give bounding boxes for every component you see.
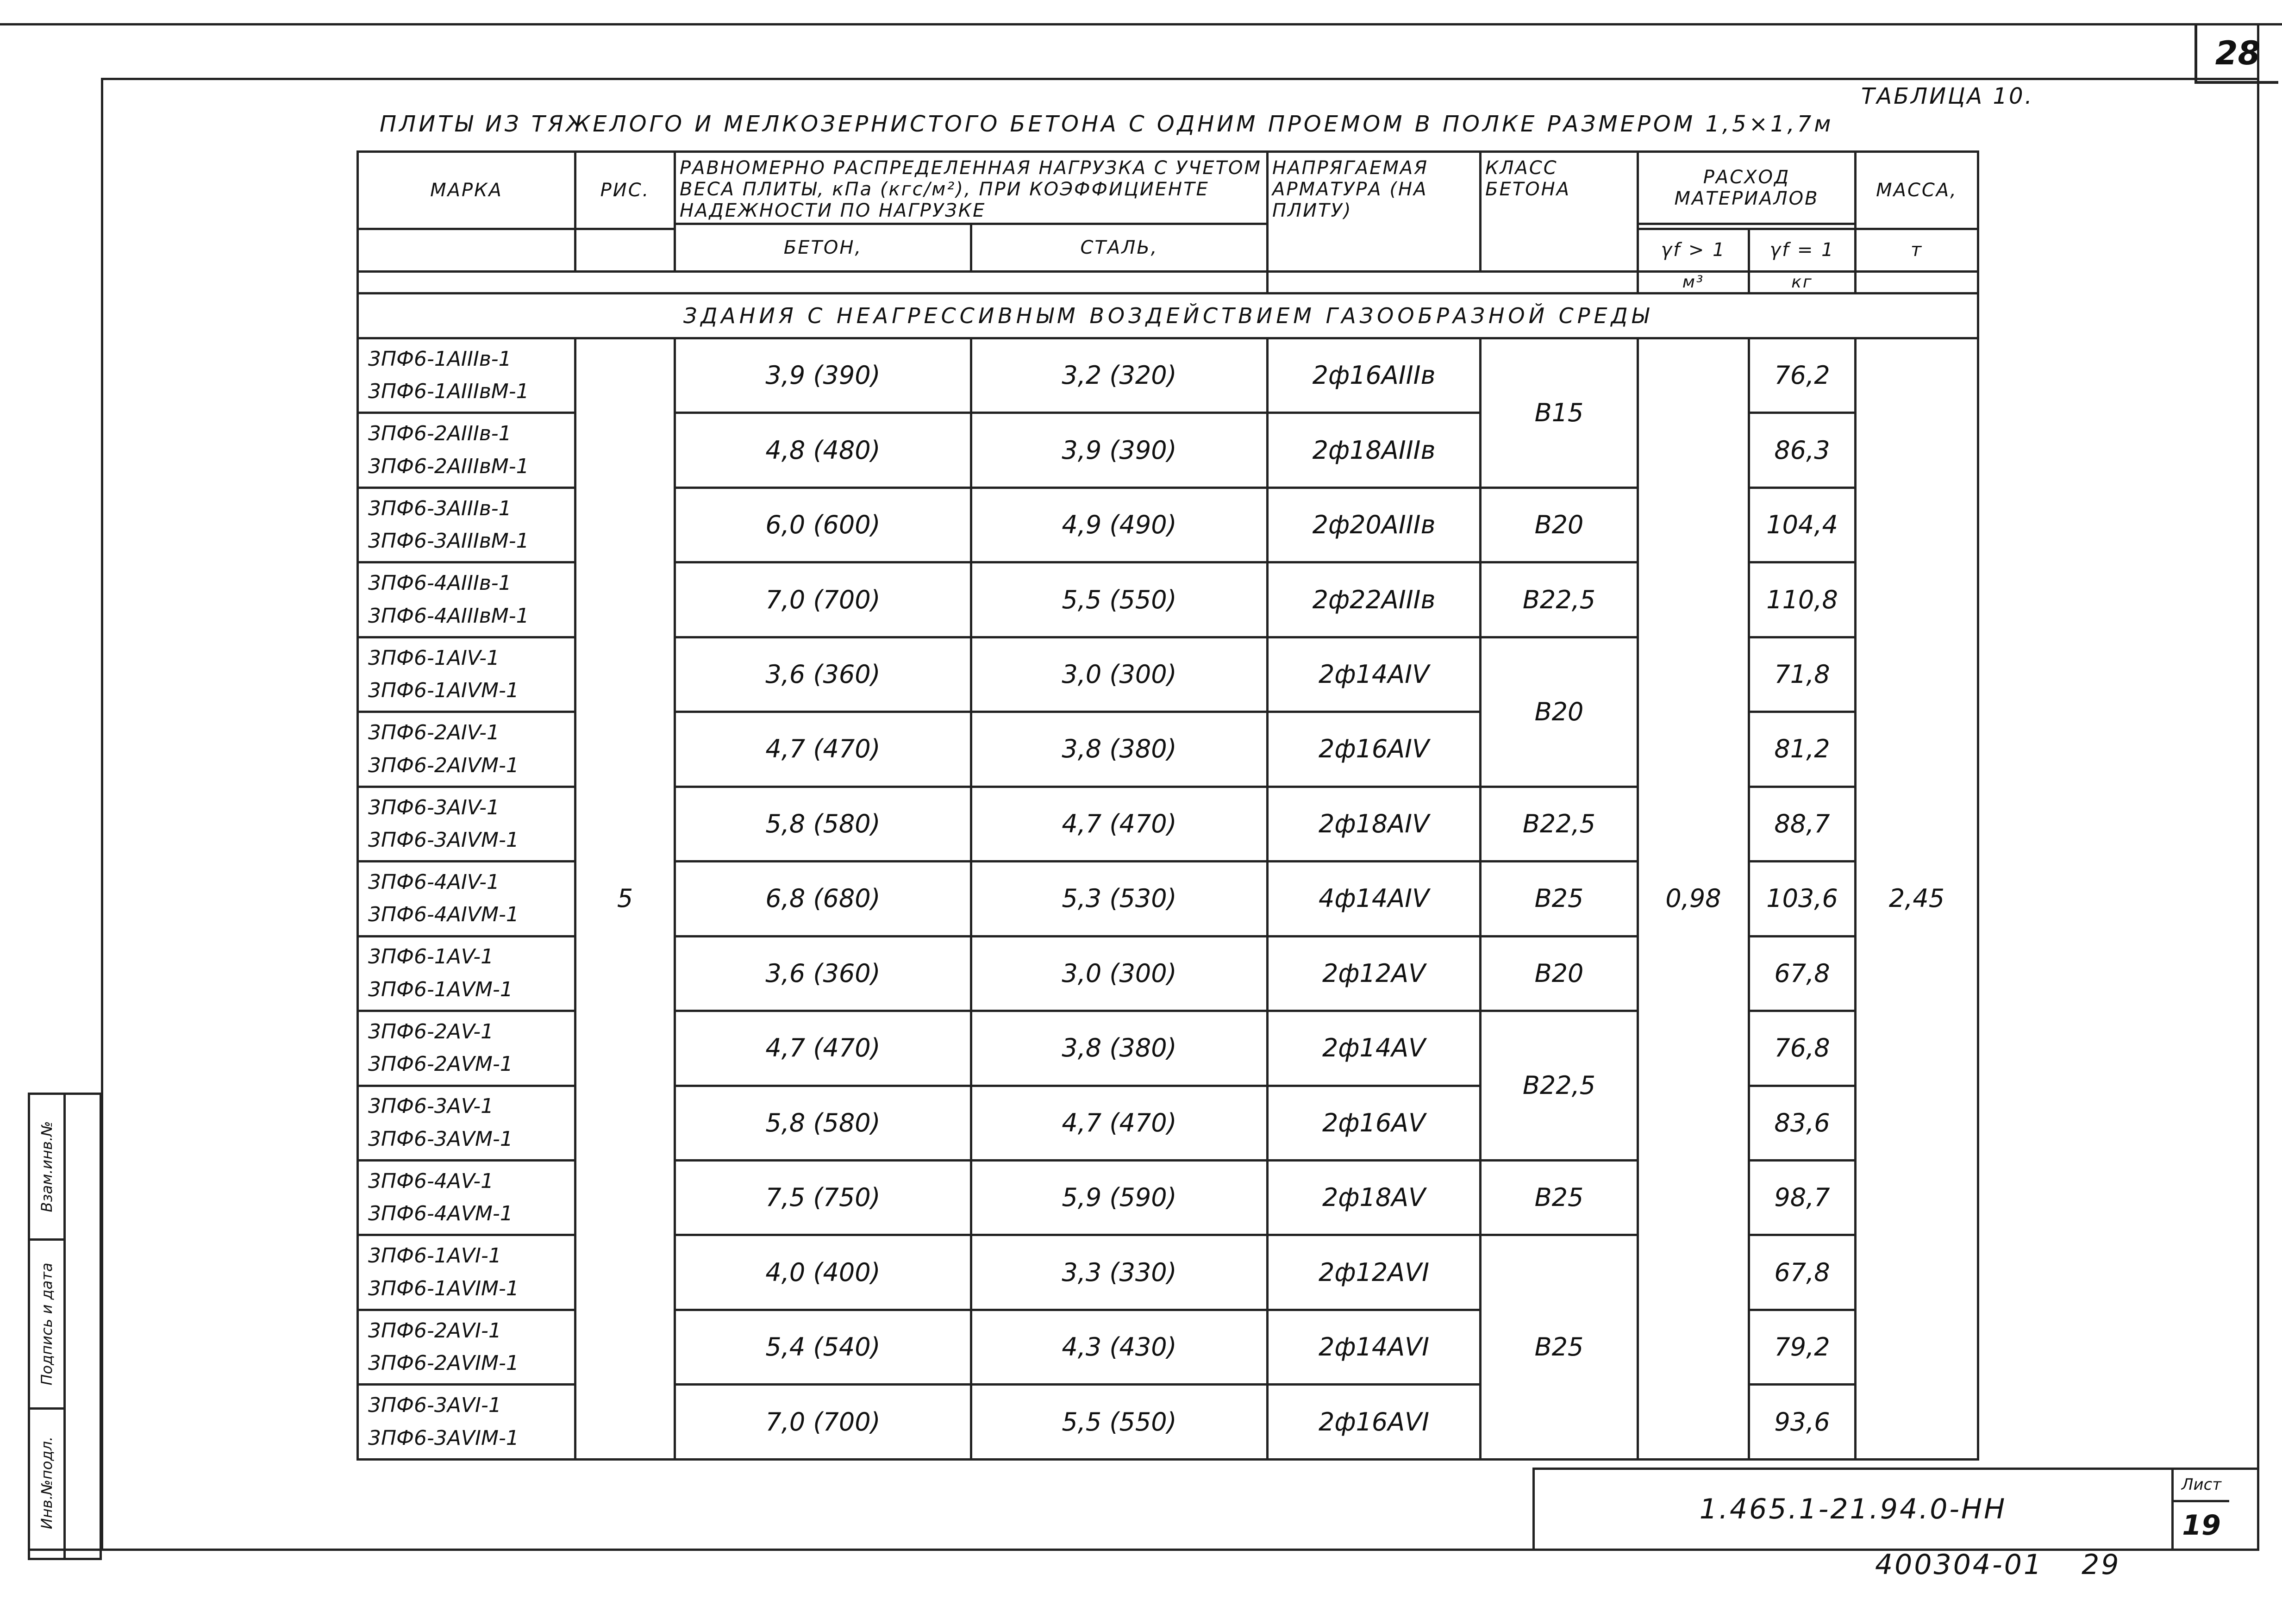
cell-reinforcement: 4ф14АIV bbox=[1268, 862, 1481, 936]
cell-steel: 71,8 bbox=[1749, 637, 1856, 712]
header-reinforcement: НАПРЯГАЕМАЯ АРМАТУРА (НА ПЛИТУ) bbox=[1268, 152, 1481, 272]
cell-reinforcement: 2ф14АIV bbox=[1268, 637, 1481, 712]
cell-concrete-class: В20 bbox=[1481, 487, 1638, 562]
mark-secondary: 3ПФ6-4АVМ-1 bbox=[368, 1202, 513, 1226]
stamp-sheet-number: 19 bbox=[2182, 1509, 2221, 1542]
table-body bbox=[358, 338, 1978, 1460]
mark-secondary: 3ПФ6-4АIVМ-1 bbox=[368, 903, 519, 927]
cell-load-gt1: 7,0 (700) bbox=[675, 562, 971, 637]
mark-primary: 3ПФ6-2АV-1 bbox=[368, 1019, 494, 1043]
archive-number bbox=[1875, 1549, 2120, 1581]
header-load-eq1: γf = 1 bbox=[1749, 229, 1856, 271]
side-stamp bbox=[28, 1093, 102, 1560]
archive-code: 400304-01 bbox=[1875, 1549, 2044, 1581]
cell-load-eq1: 4,3 (430) bbox=[971, 1310, 1268, 1384]
cell-load-gt1: 4,0 (400) bbox=[675, 1235, 971, 1310]
mark-secondary: 3ПФ6-2АVМ-1 bbox=[368, 1052, 513, 1076]
mark-secondary: 3ПФ6-1АVМ-1 bbox=[368, 977, 513, 1001]
cell-steel: 79,2 bbox=[1749, 1310, 1856, 1384]
mark-primary: 3ПФ6-2АIIIв-1 bbox=[368, 422, 512, 446]
cell-steel: 81,2 bbox=[1749, 712, 1856, 787]
cell-mark bbox=[358, 637, 575, 712]
cell-mark bbox=[358, 1011, 575, 1086]
mark-secondary: 3ПФ6-2АIVМ-1 bbox=[368, 753, 519, 777]
title-block-stamp bbox=[1532, 1468, 2259, 1549]
cell-mark bbox=[358, 936, 575, 1011]
cell-steel: 67,8 bbox=[1749, 1235, 1856, 1310]
cell-load-gt1: 3,6 (360) bbox=[675, 936, 971, 1011]
header-steel: СТАЛЬ, bbox=[971, 224, 1268, 271]
mark-primary: 3ПФ6-1АVI-1 bbox=[368, 1244, 501, 1268]
mark-secondary: 3ПФ6-3АVМ-1 bbox=[368, 1127, 513, 1151]
cell-load-gt1: 6,8 (680) bbox=[675, 862, 971, 936]
header-concrete-class: КЛАСС БЕТОНА bbox=[1481, 152, 1638, 272]
mark-secondary: 3ПФ6-4АIIIвМ-1 bbox=[368, 604, 529, 628]
table-label: ТАБЛИЦА 10. bbox=[1861, 83, 2034, 109]
cell-reinforcement: 2ф14АV bbox=[1268, 1011, 1481, 1086]
cell-mark bbox=[358, 1385, 575, 1460]
cell-load-eq1: 3,3 (330) bbox=[971, 1235, 1268, 1310]
mark-secondary: 3ПФ6-3АVIМ-1 bbox=[368, 1426, 519, 1450]
cell-load-gt1: 4,8 (480) bbox=[675, 413, 971, 487]
side-divider bbox=[63, 1095, 66, 1558]
cell-steel: 83,6 bbox=[1749, 1086, 1856, 1160]
header-mass-unit: т bbox=[1856, 229, 1978, 271]
table-row bbox=[358, 338, 1978, 413]
mark-primary: 3ПФ6-1АV-1 bbox=[368, 945, 494, 969]
cell-steel: 76,2 bbox=[1749, 338, 1856, 413]
mark-secondary: 3ПФ6-1АIVМ-1 bbox=[368, 679, 519, 703]
header-mark: МАРКА bbox=[358, 152, 575, 229]
cell-load-gt1: 5,8 (580) bbox=[675, 787, 971, 861]
cell-concrete-class: В15 bbox=[1481, 338, 1638, 488]
cell-load-gt1: 7,5 (750) bbox=[675, 1161, 971, 1235]
side-cell-signature bbox=[30, 1241, 63, 1410]
cell-load-eq1: 5,9 (590) bbox=[971, 1161, 1268, 1235]
cell-mark bbox=[358, 487, 575, 562]
cell-reinforcement: 2ф16АIIIв bbox=[1268, 338, 1481, 413]
mark-primary: 3ПФ6-3АV-1 bbox=[368, 1094, 494, 1118]
mark-secondary: 3ПФ6-1АIIIвМ-1 bbox=[368, 380, 529, 404]
cell-reinforcement: 2ф22АIIIв bbox=[1268, 562, 1481, 637]
mark-secondary: 3ПФ6-3АIIIвМ-1 bbox=[368, 529, 529, 553]
cell-concrete-class: В20 bbox=[1481, 637, 1638, 787]
cell-load-eq1: 4,9 (490) bbox=[971, 487, 1268, 562]
cell-load-gt1: 4,7 (470) bbox=[675, 1011, 971, 1086]
side-label-replacement: Взам.инв.№ bbox=[38, 1121, 56, 1212]
cell-reinforcement: 2ф16АV bbox=[1268, 1086, 1481, 1160]
document-code: 1.465.1-21.94.0-НН bbox=[1699, 1493, 2007, 1525]
section-title: ЗДАНИЯ С НЕАГРЕССИВНЫМ ВОЗДЕЙСТВИЕМ ГАЗООБРАЗНОЙ СРЕДЫ bbox=[358, 293, 1978, 338]
mark-primary: 3ПФ6-4АIV-1 bbox=[368, 870, 500, 894]
side-label-inventory: Инв.№подл. bbox=[38, 1436, 56, 1529]
cell-load-gt1: 6,0 (600) bbox=[675, 487, 971, 562]
cell-steel: 93,6 bbox=[1749, 1385, 1856, 1460]
mark-primary: 3ПФ6-3АIV-1 bbox=[368, 795, 500, 819]
cell-load-gt1: 7,0 (700) bbox=[675, 1385, 971, 1460]
cell-load-gt1: 3,9 (390) bbox=[675, 338, 971, 413]
cell-load-eq1: 5,5 (550) bbox=[971, 1385, 1268, 1460]
table-caption: ПЛИТЫ ИЗ ТЯЖЕЛОГО И МЕЛКОЗЕРНИСТОГО БЕТОНА С ОДНИМ ПРОЕМОМ В ПОЛКЕ РАЗМЕРОМ 1,5×1,7м bbox=[380, 111, 1834, 137]
cell-load-eq1: 3,9 (390) bbox=[971, 413, 1268, 487]
header-steel-unit: кг bbox=[1749, 271, 1856, 293]
cell-steel: 103,6 bbox=[1749, 862, 1856, 936]
cell-mark bbox=[358, 1310, 575, 1384]
cell-load-gt1: 5,8 (580) bbox=[675, 1086, 971, 1160]
header-mass: МАССА, bbox=[1856, 152, 1978, 229]
mark-secondary: 3ПФ6-1АVIМ-1 bbox=[368, 1276, 519, 1300]
mark-primary: 3ПФ6-3АIIIв-1 bbox=[368, 496, 512, 520]
cell-reinforcement: 2ф18АIV bbox=[1268, 787, 1481, 861]
header-fig-blank bbox=[575, 229, 675, 271]
mark-primary: 3ПФ6-2АVI-1 bbox=[368, 1318, 501, 1343]
header-spacer-2 bbox=[1268, 271, 1638, 293]
cell-load-eq1: 3,2 (320) bbox=[971, 338, 1268, 413]
header-load: РАВНОМЕРНО РАСПРЕДЕЛЕННАЯ НАГРУЗКА С УЧЕТОМ ВЕСА ПЛИТЫ, кПа (кгс/м²), ПРИ КОЭФФИЦИЕНТЕ НАДЕЖНОСТИ ПО НАГРУЗКЕ bbox=[675, 152, 1268, 224]
cell-load-gt1: 5,4 (540) bbox=[675, 1310, 971, 1384]
cell-steel: 67,8 bbox=[1749, 936, 1856, 1011]
cell-reinforcement: 2ф14АVI bbox=[1268, 1310, 1481, 1384]
cell-mass: 2,45 bbox=[1856, 338, 1978, 1460]
cell-load-eq1: 5,3 (530) bbox=[971, 862, 1268, 936]
cell-concrete-class: В25 bbox=[1481, 1235, 1638, 1460]
cell-reinforcement: 2ф18АIIIв bbox=[1268, 413, 1481, 487]
mark-secondary: 3ПФ6-3АIVМ-1 bbox=[368, 828, 519, 852]
side-label-signature: Подпись и дата bbox=[38, 1262, 56, 1386]
slab-spec-table bbox=[356, 150, 1979, 1461]
stamp-sheet-label: Лист bbox=[2174, 1470, 2229, 1502]
header-materials: РАСХОД МАТЕРИАЛОВ bbox=[1638, 152, 1856, 224]
cell-reinforcement: 2ф12АVI bbox=[1268, 1235, 1481, 1310]
cell-reinforcement: 2ф12АV bbox=[1268, 936, 1481, 1011]
cell-concrete-class: В22,5 bbox=[1481, 787, 1638, 861]
header-concrete-unit: м³ bbox=[1638, 271, 1749, 293]
header-spacer-3 bbox=[1856, 271, 1978, 293]
mark-secondary: 3ПФ6-2АVIМ-1 bbox=[368, 1351, 519, 1375]
cell-mark bbox=[358, 1086, 575, 1160]
cell-load-eq1: 4,7 (470) bbox=[971, 1086, 1268, 1160]
mark-primary: 3ПФ6-1АIV-1 bbox=[368, 646, 500, 670]
cell-steel: 110,8 bbox=[1749, 562, 1856, 637]
header-load-gt1: γf > 1 bbox=[1638, 229, 1749, 271]
cell-steel: 88,7 bbox=[1749, 787, 1856, 861]
cell-steel: 98,7 bbox=[1749, 1161, 1856, 1235]
mark-primary: 3ПФ6-3АVI-1 bbox=[368, 1393, 501, 1418]
cell-reinforcement: 2ф16АIV bbox=[1268, 712, 1481, 787]
header-concrete: БЕТОН, bbox=[675, 224, 971, 271]
cell-steel: 86,3 bbox=[1749, 413, 1856, 487]
header-spacer bbox=[358, 271, 1268, 293]
cell-concrete-class: В25 bbox=[1481, 1161, 1638, 1235]
mark-primary: 3ПФ6-2АIV-1 bbox=[368, 721, 500, 745]
cell-fig: 5 bbox=[575, 338, 675, 1460]
header-fig: РИС. bbox=[575, 152, 675, 229]
cell-reinforcement: 2ф20АIIIв bbox=[1268, 487, 1481, 562]
cell-load-gt1: 4,7 (470) bbox=[675, 712, 971, 787]
archive-page: 29 bbox=[2082, 1549, 2121, 1581]
frame-inner-top-line bbox=[102, 78, 2259, 80]
mark-primary: 3ПФ6-1АIIIв-1 bbox=[368, 347, 512, 371]
stamp-sheet-cell bbox=[2171, 1470, 2229, 1549]
side-cell-replacement bbox=[30, 1095, 63, 1241]
cell-mark bbox=[358, 1235, 575, 1310]
mark-primary: 3ПФ6-4АV-1 bbox=[368, 1169, 494, 1193]
cell-mark bbox=[358, 787, 575, 861]
cell-steel: 104,4 bbox=[1749, 487, 1856, 562]
cell-load-eq1: 3,8 (380) bbox=[971, 1011, 1268, 1086]
side-cell-inventory bbox=[30, 1410, 63, 1555]
cell-steel: 76,8 bbox=[1749, 1011, 1856, 1086]
cell-load-eq1: 5,5 (550) bbox=[971, 562, 1268, 637]
cell-concrete-class: В22,5 bbox=[1481, 1011, 1638, 1161]
mark-secondary: 3ПФ6-2АIIIвМ-1 bbox=[368, 454, 529, 478]
cell-load-eq1: 4,7 (470) bbox=[971, 787, 1268, 861]
cell-concrete-class: В22,5 bbox=[1481, 562, 1638, 637]
cell-load-eq1: 3,8 (380) bbox=[971, 712, 1268, 787]
cell-concrete-class: В20 bbox=[1481, 936, 1638, 1011]
mark-primary: 3ПФ6-4АIIIв-1 bbox=[368, 571, 512, 595]
cell-mark bbox=[358, 413, 575, 487]
cell-mark bbox=[358, 712, 575, 787]
cell-reinforcement: 2ф16АVI bbox=[1268, 1385, 1481, 1460]
frame-top-line bbox=[0, 23, 2282, 25]
cell-mark bbox=[358, 862, 575, 936]
header-mark-blank bbox=[358, 229, 575, 271]
cell-concrete-volume: 0,98 bbox=[1638, 338, 1749, 1460]
cell-reinforcement: 2ф18АV bbox=[1268, 1161, 1481, 1235]
cell-concrete-class: В25 bbox=[1481, 862, 1638, 936]
frame-right-line bbox=[2257, 25, 2259, 1549]
cell-mark bbox=[358, 1161, 575, 1235]
cell-load-eq1: 3,0 (300) bbox=[971, 936, 1268, 1011]
cell-load-eq1: 3,0 (300) bbox=[971, 637, 1268, 712]
sheet-number: 28 bbox=[2194, 25, 2278, 84]
cell-mark bbox=[358, 562, 575, 637]
cell-mark bbox=[358, 338, 575, 413]
cell-load-gt1: 3,6 (360) bbox=[675, 637, 971, 712]
